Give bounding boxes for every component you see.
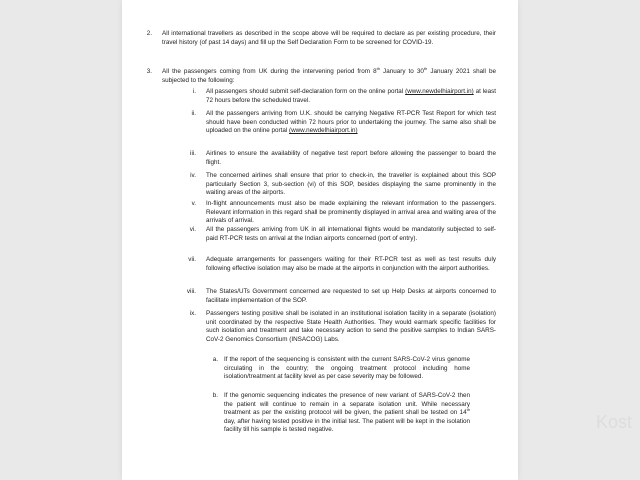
sub-item-letter: a. bbox=[212, 356, 218, 363]
portal-link[interactable]: (www.newdelhiairport.in) bbox=[288, 127, 358, 135]
sub-item-number: i. bbox=[192, 88, 196, 95]
sub-item-text: Adequate arrangements for passengers waiting for their RT-PCR test as well as test results duly following effective isolation may also be made at the airports in conjunction with the airport authorities. bbox=[206, 256, 496, 272]
sub-item-text: The States/UTs Government concerned are requested to set up Help Desks at airports concerned to facilitate implementation of the SOP. bbox=[206, 288, 496, 304]
sub-item-number: v. bbox=[191, 200, 196, 207]
portal-link[interactable]: (www.newdelhiairport.in) bbox=[405, 88, 474, 95]
item-text: All the passengers coming from UK during the intervening period from 8th January to 30th January 2021 shall be subjected to the following: bbox=[162, 65, 496, 84]
sub-item-text: All the passengers arriving from U.K. should be carrying Negative RT-PCR Test Report for which test should have been conducted within 72 hours prior to undertaking the journey. The same also shall be uploaded on the online portal (www.newdelhiairport.in) bbox=[206, 110, 496, 135]
sub-item-number: viii. bbox=[186, 288, 196, 295]
item-number: 3. bbox=[146, 68, 152, 75]
sub-item-number: vi. bbox=[189, 226, 196, 233]
sub-item-number: iii. bbox=[190, 150, 196, 157]
sub-item-text: All the passengers arriving from UK in all international flights would be mandatorily subjected to self-paid RT-PCR tests on arrival at the Indian airports concerned (port of entry). bbox=[206, 226, 496, 242]
sub-item-number: ix. bbox=[189, 310, 196, 317]
sub-item-text: All passengers should submit self-declaration form on the online portal (www.newdelhiairport.in) at least 72 hours before the scheduled travel. bbox=[206, 88, 497, 104]
sub-item-number: iv. bbox=[190, 172, 196, 179]
item-text: All international travellers as described in the scope above will be required to declare as per existing procedure, their travel history (of past 14 days) and fill up the Self Declaration Form to be screened for COVID-19. bbox=[162, 30, 496, 46]
watermark-text: Kost bbox=[595, 412, 632, 432]
sub-item-letter: b. bbox=[212, 392, 218, 399]
sub-item-number: ii. bbox=[191, 110, 196, 117]
document-page bbox=[122, 0, 518, 480]
sub-item-text: If the genomic sequencing indicates the presence of new variant of SARS-CoV-2 then the patient will continue to remain in a separate isolation unit. While necessary treatment as per the existing protocol will be given, the patient shall be tested on 14th day, after having tested positive in the initial test. The patient will be kept in the isolation facility till his sample is tested negative. bbox=[224, 392, 470, 434]
sub-item-number: vii. bbox=[188, 256, 196, 263]
sub-item-text: In-flight announcements must also be made explaining the relevant information to the passengers. Relevant information in this regard shall be prominently displayed in arrival area and waiting area of the arrivals of arrival. bbox=[206, 200, 496, 225]
sub-item-text: The concerned airlines shall ensure that prior to check-in, the traveller is explained about this SOP particularly Section 3, sub-section (vi) of this SOP, besides displaying the same prominently in the waiting areas of the airports. bbox=[206, 172, 496, 197]
sub-item-text: Airlines to ensure the availability of negative test report before allowing the passenger to board the flight. bbox=[206, 150, 496, 166]
sub-item-text: If the report of the sequencing is consistent with the current SARS-CoV-2 virus genome circulating in the country; the ongoing treatment protocol including home isolation/treatment at facility level as per case severity may be followed. bbox=[224, 356, 470, 381]
sub-item-text: Passengers testing positive shall be isolated in an institutional isolation facility in a separate (isolation) unit coordinated by the respective State Health Authorities. They would earmark specific facilities for such isolation and treatment and take necessary action to send the positive samples to Indian SARS-CoV-2 Genomics Consortium (INSACOG) Labs. bbox=[206, 310, 496, 343]
item-number: 2. bbox=[146, 30, 152, 37]
